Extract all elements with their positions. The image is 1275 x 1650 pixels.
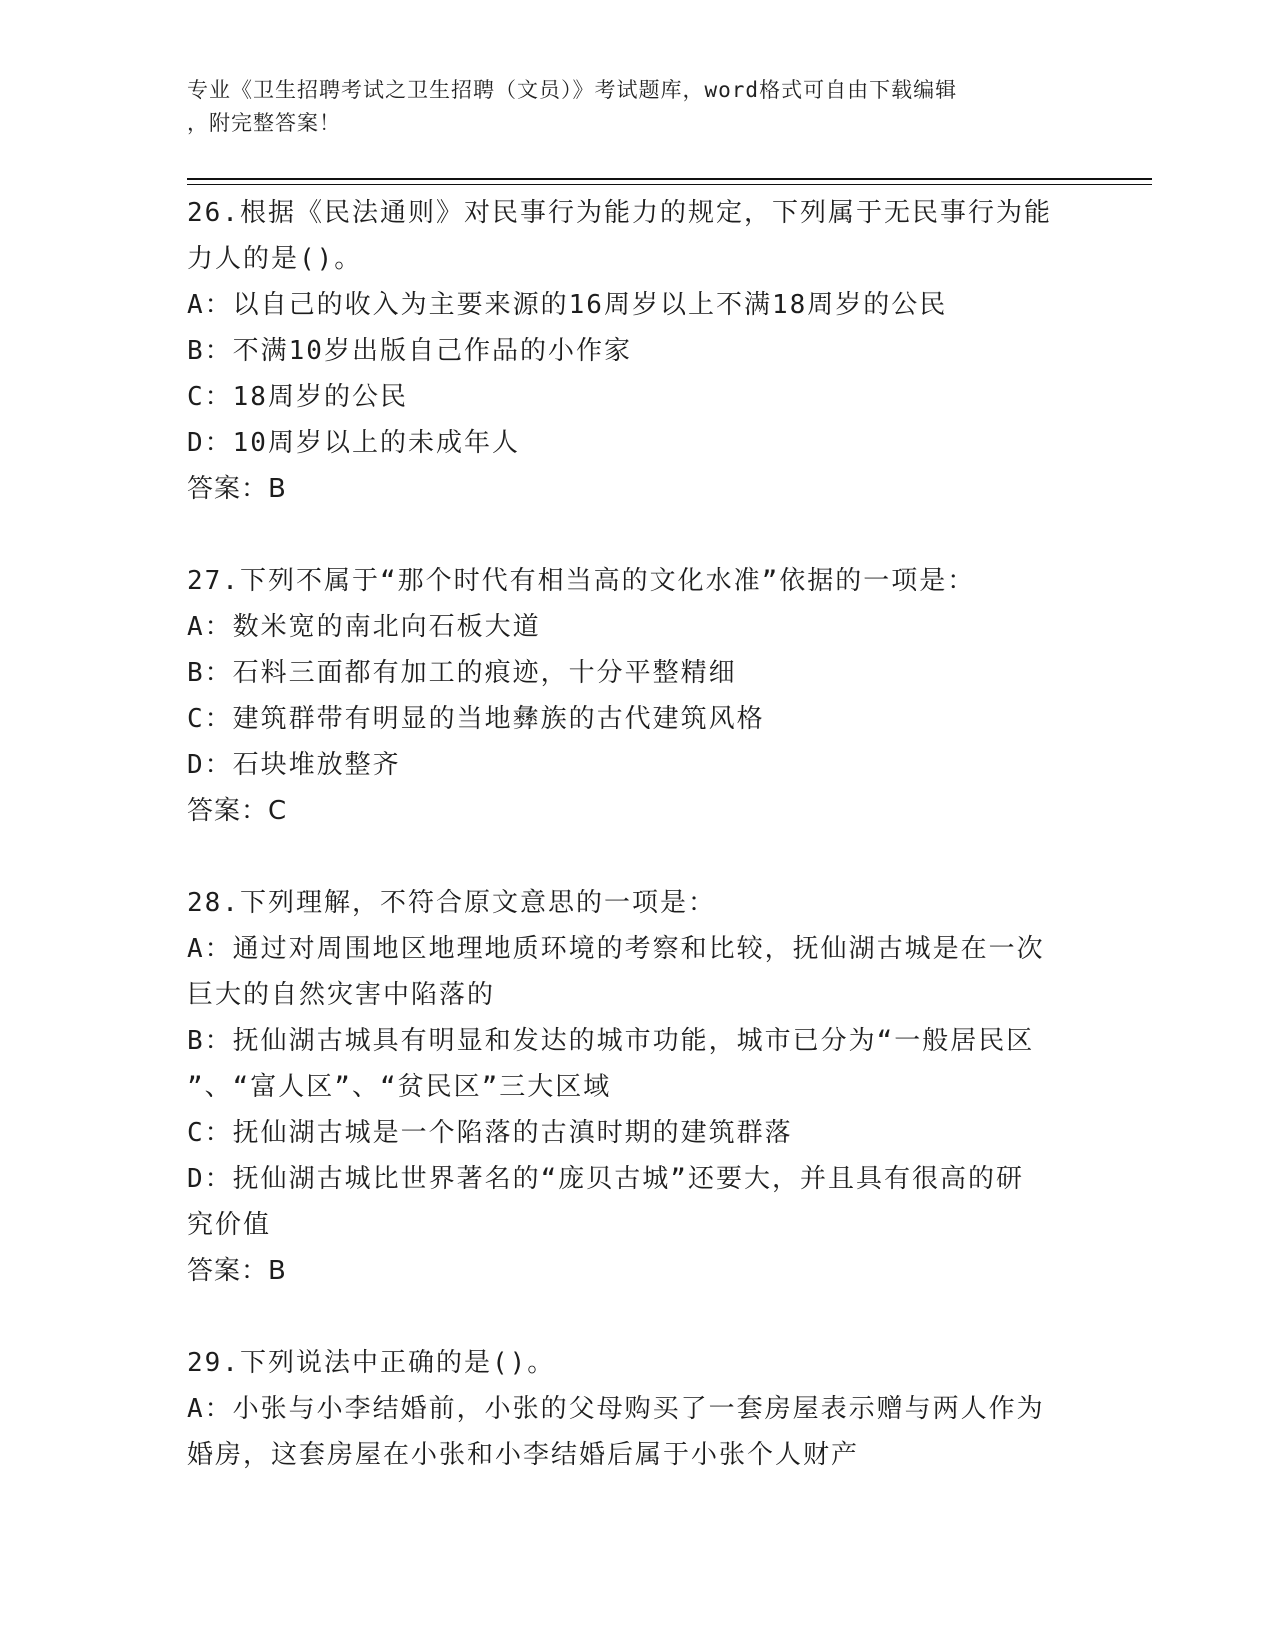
header-line-2: ，附完整答案！: [187, 111, 341, 135]
option-d-continued: 究价值: [187, 1210, 272, 1240]
option-d: D：10周岁以上的未成年人: [187, 428, 520, 458]
document-header: [187, 74, 1067, 140]
option-b: B：不满10岁出版自己作品的小作家: [187, 336, 632, 366]
option-c: C：抚仙湖古城是一个陷落的古滇时期的建筑群落: [187, 1118, 793, 1148]
option-a-continued: 巨大的自然灾害中陷落的: [187, 980, 496, 1010]
option-a: A：通过对周围地区地理地质环境的考察和比较，抚仙湖古城是在一次: [187, 934, 1045, 964]
header-rule-thin: [187, 184, 1152, 185]
option-b: B：石料三面都有加工的痕迹，十分平整精细: [187, 658, 737, 688]
header-rule-thick: [187, 178, 1152, 180]
option-d: D：石块堆放整齐: [187, 750, 401, 780]
question-stem-line: 28.下列理解，不符合原文意思的一项是：: [187, 888, 716, 918]
option-d: D：抚仙湖古城比世界著名的“庞贝古城”还要大，并且具有很高的研: [187, 1164, 1024, 1194]
option-b-continued: ”、“富人区”、“贫民区”三大区域: [187, 1072, 612, 1102]
option-c: C：18周岁的公民: [187, 382, 408, 412]
option-c: C：建筑群带有明显的当地彝族的古代建筑风格: [187, 704, 765, 734]
option-b: B：抚仙湖古城具有明显和发达的城市功能，城市已分为“一般居民区: [187, 1026, 1035, 1056]
answer-line: 答案：C: [187, 796, 288, 826]
answer-line: 答案：B: [187, 1256, 287, 1286]
option-a: A：以自己的收入为主要来源的16周岁以上不满18周岁的公民: [187, 290, 948, 320]
answer-line: 答案：B: [187, 474, 287, 504]
question-26: [187, 190, 1087, 512]
question-stem-line: 力人的是()。: [187, 244, 363, 274]
question-27: [187, 558, 1087, 834]
question-28: [187, 880, 1087, 1294]
question-stem-line: 29.下列说法中正确的是()。: [187, 1348, 556, 1378]
option-a-continued: 婚房，这套房屋在小张和小李结婚后属于小张个人财产: [187, 1440, 860, 1470]
option-a: A：数米宽的南北向石板大道: [187, 612, 541, 642]
header-line-1: 专业《卫生招聘考试之卫生招聘（文员）》考试题库，word格式可自由下载编辑: [187, 78, 958, 102]
option-a: A：小张与小李结婚前，小张的父母购买了一套房屋表示赠与两人作为: [187, 1394, 1045, 1424]
question-list: [187, 190, 1087, 1524]
question-stem-line: 26.根据《民法通则》对民事行为能力的规定，下列属于无民事行为能: [187, 198, 1052, 228]
question-29: [187, 1340, 1087, 1478]
question-stem-line: 27.下列不属于“那个时代有相当高的文化水准”依据的一项是：: [187, 566, 976, 596]
